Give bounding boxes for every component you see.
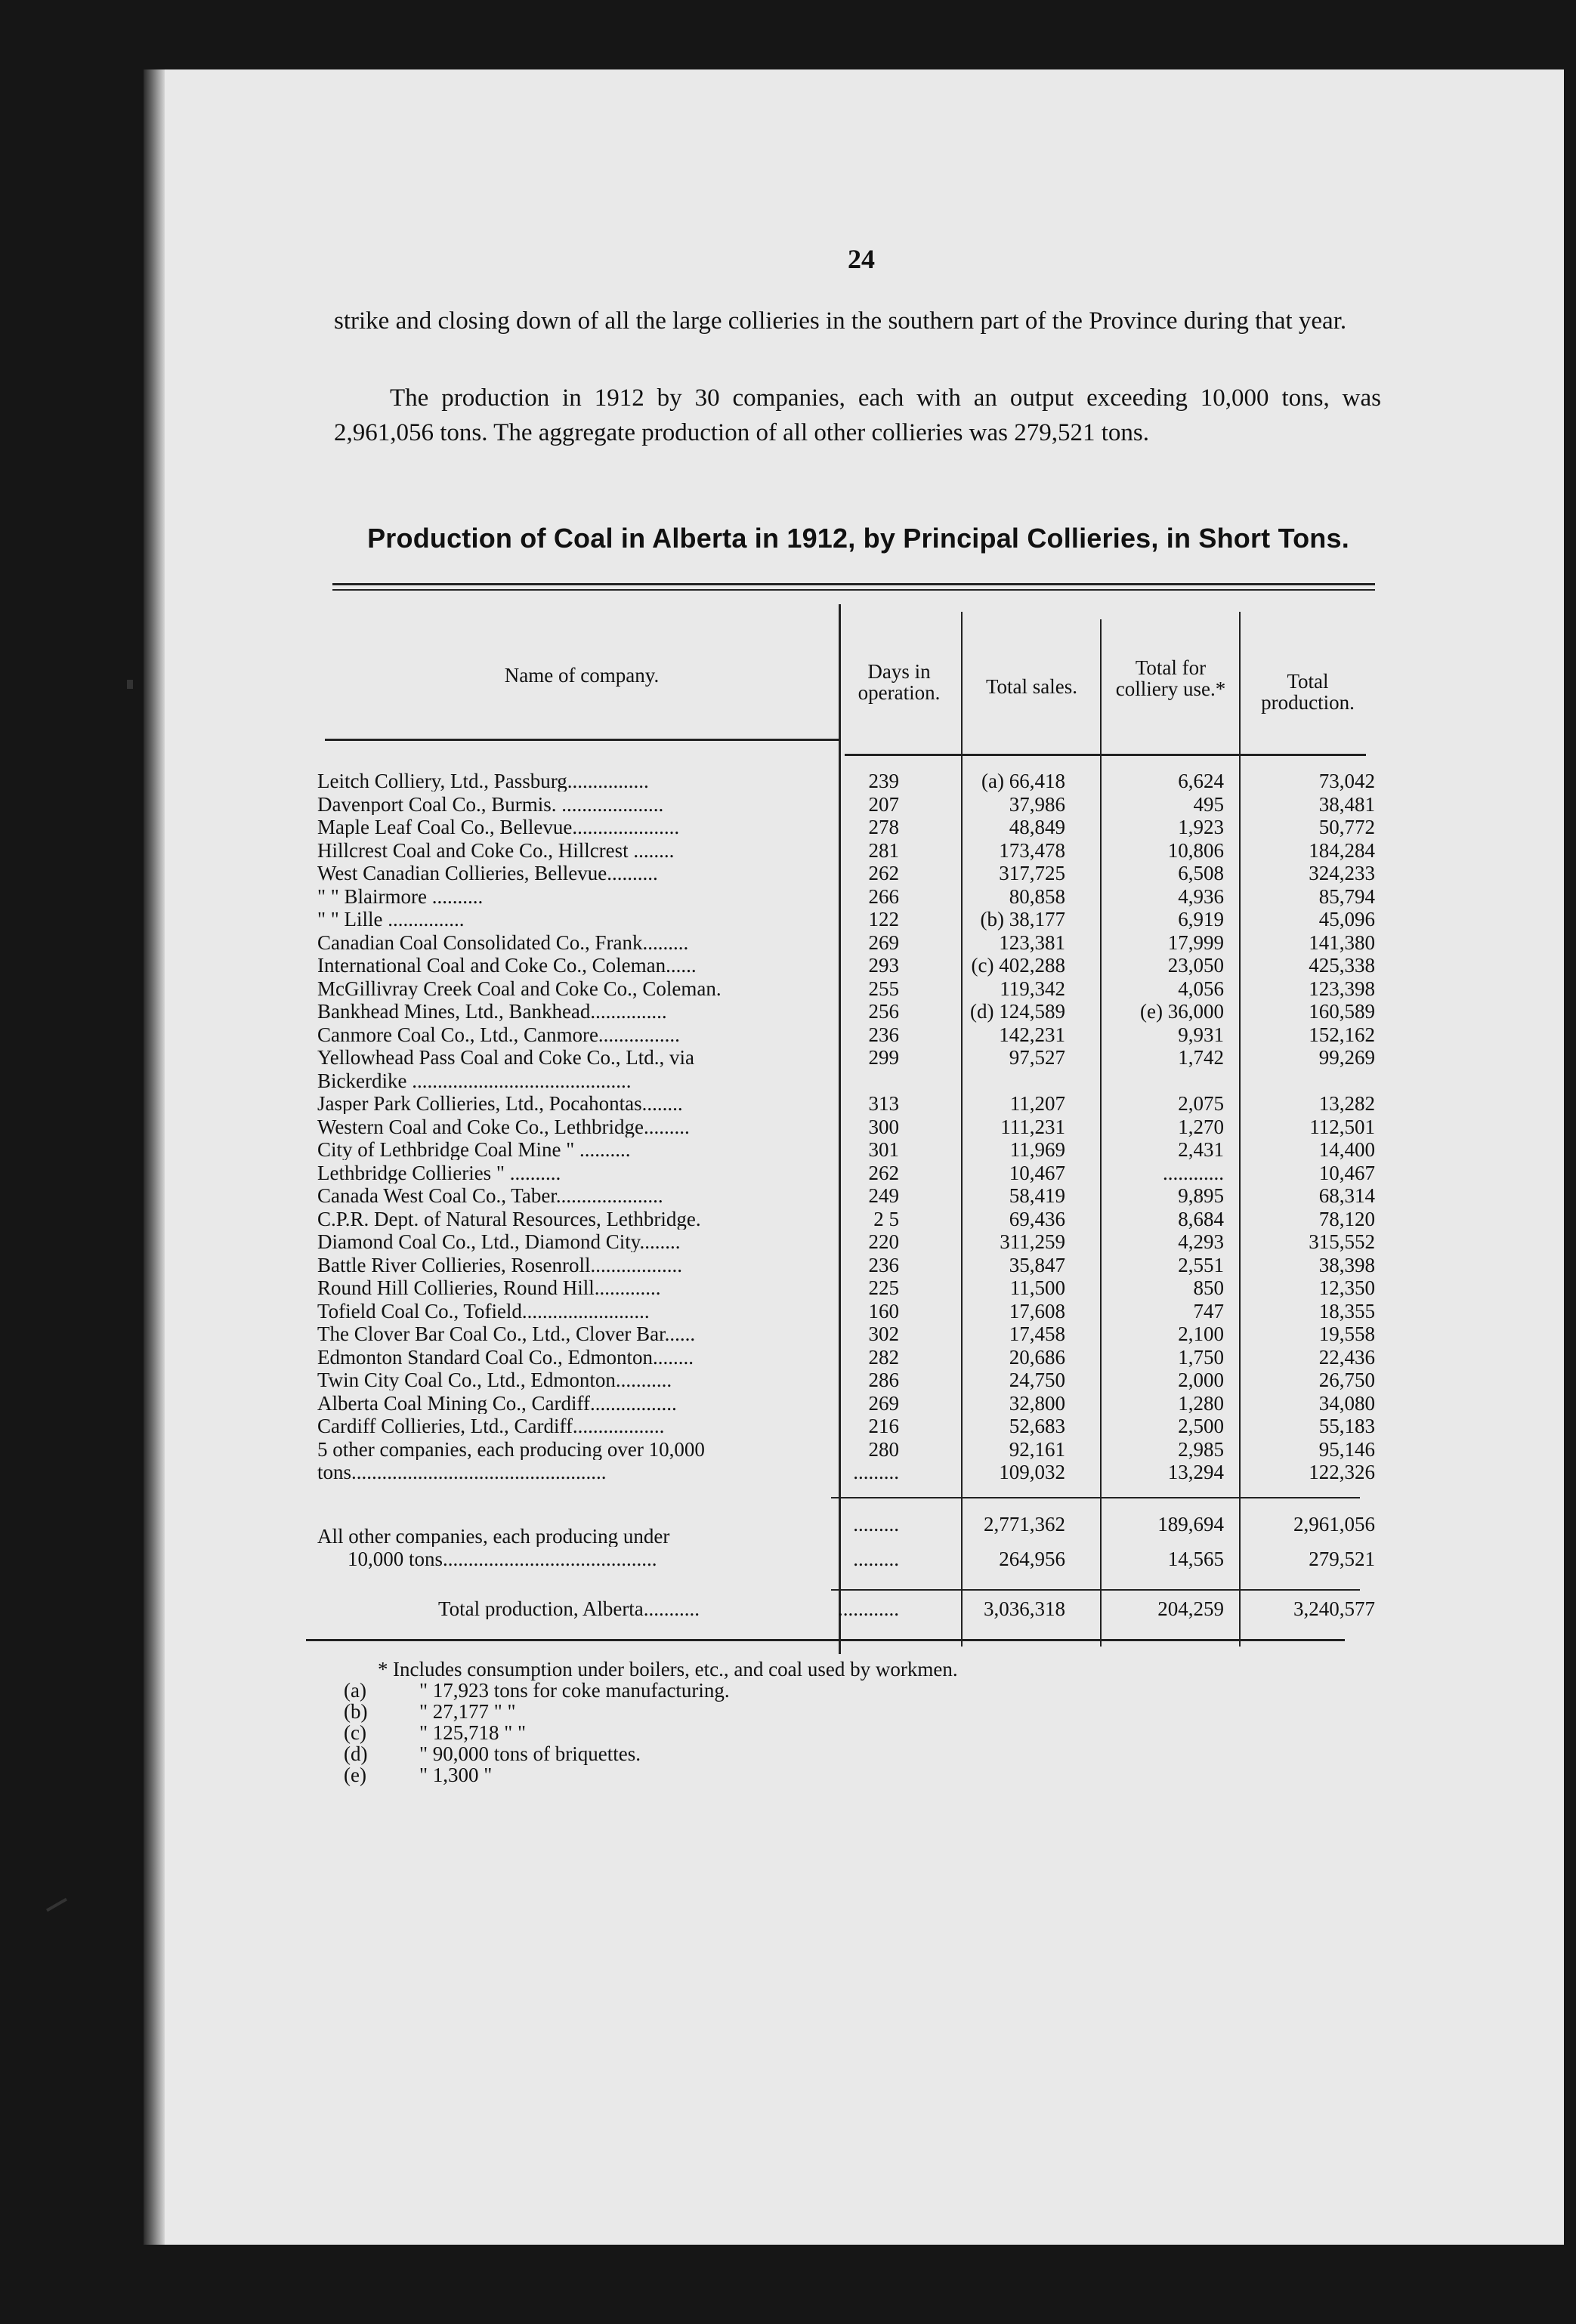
table-row bbox=[302, 1439, 1383, 1460]
table-row bbox=[302, 1208, 1383, 1230]
cell-name: Total production, Alberta........... bbox=[438, 1598, 700, 1619]
cell-name: City of Lethbridge Coal Mine " .......... bbox=[317, 1139, 631, 1160]
total-row bbox=[302, 1598, 1383, 1619]
footnote-key: (b) bbox=[344, 1700, 368, 1723]
cell-sales: 111,231 bbox=[1000, 1115, 1065, 1138]
cell-sales: 58,419 bbox=[1009, 1184, 1065, 1207]
table-title: Production of Coal in Alberta in 1912, by Principal Collieries, in Short Tons. bbox=[367, 523, 1349, 554]
cell-days: 216 bbox=[868, 1415, 899, 1437]
cell-production: 112,501 bbox=[1309, 1115, 1375, 1138]
subtotal-rule bbox=[831, 1497, 1360, 1498]
cell-use: 189,694 bbox=[1157, 1513, 1224, 1535]
cell-production: 141,380 bbox=[1309, 931, 1375, 954]
table-row bbox=[302, 909, 1383, 930]
cell-name: Edmonton Standard Coal Co., Edmonton........ bbox=[317, 1346, 694, 1368]
cell-use: 2,075 bbox=[1178, 1092, 1224, 1115]
cell-use: 2,431 bbox=[1178, 1138, 1224, 1161]
cell-sales: 37,986 bbox=[1009, 792, 1065, 816]
cell-days: 301 bbox=[868, 1138, 899, 1161]
cell-use: 1,750 bbox=[1178, 1345, 1224, 1369]
cell-use: 850 bbox=[1193, 1276, 1224, 1299]
cell-name: Battle River Collieries, Rosenroll.................. bbox=[317, 1254, 682, 1276]
cell-days: 262 bbox=[868, 862, 899, 884]
cell-sales: 142,231 bbox=[999, 1023, 1065, 1046]
cell-days: 255 bbox=[868, 977, 899, 1000]
cell-use: 495 bbox=[1193, 792, 1224, 816]
cell-sales: 311,259 bbox=[1000, 1230, 1065, 1253]
cell-name: tons.................................................. bbox=[317, 1461, 607, 1483]
cell-use: 17,999 bbox=[1167, 931, 1224, 954]
cell-use: 747 bbox=[1193, 1299, 1224, 1322]
table-row bbox=[302, 840, 1383, 861]
scan-mark bbox=[127, 680, 133, 689]
cell-production: 3,240,577 bbox=[1293, 1597, 1375, 1620]
cell-use: 2,551 bbox=[1178, 1253, 1224, 1276]
cell-name: Canmore Coal Co., Ltd., Canmore................ bbox=[317, 1023, 680, 1045]
cell-name: Lethbridge Collieries " .......... bbox=[317, 1162, 561, 1184]
cell-sales: 3,036,318 bbox=[984, 1597, 1065, 1620]
cell-days: 313 bbox=[868, 1092, 899, 1115]
cell-sales: 92,161 bbox=[1009, 1437, 1065, 1461]
cell-sales: 11,207 bbox=[1009, 1092, 1065, 1115]
cell-production: 22,436 bbox=[1318, 1345, 1375, 1369]
table-row bbox=[302, 1393, 1383, 1414]
cell-sales: 173,478 bbox=[999, 838, 1065, 862]
cell-sales: 97,527 bbox=[1009, 1046, 1065, 1069]
cell-production: 45,096 bbox=[1318, 908, 1375, 931]
cell-days: 299 bbox=[868, 1046, 899, 1069]
table-row bbox=[302, 1047, 1383, 1068]
cell-days: 160 bbox=[868, 1299, 899, 1322]
cell-name: McGillivray Creek Coal and Coke Co., Coleman. bbox=[317, 977, 722, 999]
cell-use: 1,270 bbox=[1178, 1115, 1224, 1138]
cell-days: 266 bbox=[868, 884, 899, 908]
table-row bbox=[302, 978, 1383, 999]
table-row bbox=[302, 816, 1383, 838]
table-row bbox=[302, 1093, 1383, 1114]
cell-name: Leitch Colliery, Ltd., Passburg................ bbox=[317, 770, 649, 792]
cell-use: 9,931 bbox=[1178, 1023, 1224, 1046]
cell-name: Bankhead Mines, Ltd., Bankhead............... bbox=[317, 1001, 667, 1022]
cell-use: 4,936 bbox=[1178, 884, 1224, 908]
footnote-text: " 125,718 " " bbox=[419, 1721, 527, 1744]
cell-sales: 17,458 bbox=[1009, 1322, 1065, 1345]
table-row bbox=[302, 1415, 1383, 1437]
cell-days: 249 bbox=[868, 1184, 899, 1207]
cell-days: 225 bbox=[868, 1276, 899, 1299]
cell-days: 239 bbox=[868, 770, 899, 792]
table-row bbox=[302, 1255, 1383, 1276]
table-top-rule-2 bbox=[332, 589, 1375, 591]
cell-days: 256 bbox=[868, 1000, 899, 1023]
table-row bbox=[302, 932, 1383, 953]
cell-use: 1,280 bbox=[1178, 1391, 1224, 1415]
header-production: Total production. bbox=[1261, 670, 1355, 714]
cell-sales: 119,342 bbox=[1000, 977, 1065, 1000]
cell-name: " " Lille ............... bbox=[317, 909, 465, 930]
cell-production: 99,269 bbox=[1318, 1046, 1375, 1069]
cell-production: 85,794 bbox=[1318, 884, 1375, 908]
cell-sales: 48,849 bbox=[1009, 816, 1065, 838]
table-row bbox=[302, 1116, 1383, 1137]
cell-production: 38,398 bbox=[1318, 1253, 1375, 1276]
cell-days: ......... bbox=[853, 1548, 899, 1570]
cell-name: 10,000 tons.......................................... bbox=[348, 1548, 657, 1569]
cell-use: 1,923 bbox=[1178, 816, 1224, 838]
cell-sales: 109,032 bbox=[999, 1461, 1065, 1483]
table-row bbox=[302, 1347, 1383, 1368]
cell-name: Hillcrest Coal and Coke Co., Hillcrest ........ bbox=[317, 839, 675, 861]
cell-days: ............ bbox=[838, 1597, 899, 1620]
cell-use: 1,742 bbox=[1178, 1046, 1224, 1069]
cell-use: 2,100 bbox=[1178, 1322, 1224, 1345]
table-row bbox=[302, 1162, 1383, 1184]
other-companies-row bbox=[302, 1526, 1383, 1547]
header-days: Days in operation. bbox=[858, 660, 941, 704]
cell-production: 13,282 bbox=[1318, 1092, 1375, 1115]
cell-production: 68,314 bbox=[1318, 1184, 1375, 1207]
table-row bbox=[302, 1185, 1383, 1206]
cell-production: 50,772 bbox=[1318, 816, 1375, 838]
cell-production: 26,750 bbox=[1318, 1369, 1375, 1391]
cell-use: 204,259 bbox=[1157, 1597, 1224, 1620]
cell-production: 123,398 bbox=[1309, 977, 1375, 1000]
cell-use: (e) 36,000 bbox=[1140, 1000, 1224, 1023]
cell-name: Alberta Coal Mining Co., Cardiff................. bbox=[317, 1392, 677, 1414]
cell-name: Diamond Coal Co., Ltd., Diamond City........ bbox=[317, 1231, 681, 1252]
cell-use: 13,294 bbox=[1167, 1461, 1224, 1483]
table-row bbox=[302, 1301, 1383, 1322]
footnote-key: * bbox=[378, 1658, 388, 1681]
header-rule bbox=[325, 739, 839, 741]
table-row bbox=[302, 1323, 1383, 1344]
cell-name: All other companies, each producing under bbox=[317, 1526, 670, 1547]
cell-days: 122 bbox=[868, 908, 899, 931]
cell-use: 14,565 bbox=[1167, 1548, 1224, 1570]
cell-sales: (b) 38,177 bbox=[980, 908, 1065, 931]
table-bottom-rule bbox=[306, 1639, 1345, 1641]
scan-mark bbox=[46, 1898, 67, 1912]
cell-sales: (a) 66,418 bbox=[981, 770, 1065, 792]
cell-name: Davenport Coal Co., Burmis. .................... bbox=[317, 793, 664, 815]
cell-use: 2,000 bbox=[1178, 1369, 1224, 1391]
cell-name: Twin City Coal Co., Ltd., Edmonton........... bbox=[317, 1369, 672, 1390]
cell-sales: 20,686 bbox=[1009, 1345, 1065, 1369]
cell-sales: 17,608 bbox=[1009, 1299, 1065, 1322]
cell-sales: 69,436 bbox=[1009, 1207, 1065, 1230]
cell-sales: 10,467 bbox=[1009, 1161, 1065, 1184]
page-number: 24 bbox=[848, 244, 875, 274]
cell-sales: 123,381 bbox=[999, 931, 1065, 954]
cell-production: 279,521 bbox=[1309, 1548, 1375, 1570]
cell-use: 6,508 bbox=[1178, 862, 1224, 884]
page-spine-shadow bbox=[144, 69, 165, 2245]
cell-sales: 35,847 bbox=[1009, 1253, 1065, 1276]
cell-use: 8,684 bbox=[1178, 1207, 1224, 1230]
cell-sales: 52,683 bbox=[1009, 1415, 1065, 1437]
cell-name: Western Coal and Coke Co., Lethbridge......... bbox=[317, 1116, 690, 1137]
cell-name: Bickerdike ........................................... bbox=[317, 1069, 632, 1091]
cell-sales: 24,750 bbox=[1009, 1369, 1065, 1391]
cell-days: 280 bbox=[868, 1437, 899, 1461]
total-rule bbox=[831, 1589, 1360, 1591]
cell-production: 160,589 bbox=[1309, 1000, 1375, 1023]
table-row bbox=[302, 1461, 1383, 1483]
cell-name: Cardiff Collieries, Ltd., Cardiff.................. bbox=[317, 1415, 665, 1437]
table-row bbox=[302, 770, 1383, 792]
cell-production: 38,481 bbox=[1318, 792, 1375, 816]
cell-sales: 80,858 bbox=[1009, 884, 1065, 908]
cell-use: 9,895 bbox=[1178, 1184, 1224, 1207]
cell-days: 236 bbox=[868, 1023, 899, 1046]
table-row bbox=[302, 794, 1383, 815]
cell-days: 2 5 bbox=[873, 1207, 899, 1230]
cell-sales: (d) 124,589 bbox=[970, 1000, 1065, 1023]
footnote-text: " 1,300 " bbox=[419, 1764, 493, 1786]
cell-production: 2,961,056 bbox=[1293, 1513, 1375, 1535]
table-row bbox=[302, 1001, 1383, 1022]
cell-name: Yellowhead Pass Coal and Coke Co., Ltd., via bbox=[317, 1047, 694, 1068]
cell-production: 14,400 bbox=[1318, 1138, 1375, 1161]
cell-production: 122,326 bbox=[1309, 1461, 1375, 1483]
cell-name: International Coal and Coke Co., Coleman...... bbox=[317, 955, 697, 976]
cell-days: ......... bbox=[853, 1513, 899, 1535]
cell-days: 302 bbox=[868, 1322, 899, 1345]
footnote-key: (e) bbox=[344, 1764, 366, 1786]
cell-name: " " Blairmore .......... bbox=[317, 885, 484, 907]
cell-sales: 317,725 bbox=[999, 862, 1065, 884]
footnote-text: Includes consumption under boilers, etc., and coal used by workmen. bbox=[393, 1658, 958, 1681]
cell-sales: 11,500 bbox=[1009, 1276, 1065, 1299]
other-companies-row-2 bbox=[302, 1548, 1383, 1569]
cell-use: 6,624 bbox=[1178, 770, 1224, 792]
cell-production: 78,120 bbox=[1318, 1207, 1375, 1230]
table-row bbox=[302, 1231, 1383, 1252]
cell-sales: (c) 402,288 bbox=[971, 954, 1065, 977]
cell-production: 34,080 bbox=[1318, 1391, 1375, 1415]
cell-days: 293 bbox=[868, 954, 899, 977]
cell-name: Jasper Park Collieries, Ltd., Pocahontas........ bbox=[317, 1093, 683, 1114]
cell-days: 207 bbox=[868, 792, 899, 816]
cell-production: 324,233 bbox=[1309, 862, 1375, 884]
cell-name: Round Hill Collieries, Round Hill............. bbox=[317, 1277, 661, 1298]
cell-days: 281 bbox=[868, 838, 899, 862]
cell-use: 6,919 bbox=[1178, 908, 1224, 931]
table-row bbox=[302, 955, 1383, 976]
paragraph-2: The production in 1912 by 30 companies, each with an output exceeding 10,000 tons, was 2,961,056 tons. The aggregate production of all other collieries was 279,521 tons. bbox=[334, 384, 1381, 446]
cell-name: The Clover Bar Coal Co., Ltd., Clover Bar...... bbox=[317, 1323, 696, 1344]
cell-production: 95,146 bbox=[1318, 1437, 1375, 1461]
cell-name: Tofield Coal Co., Tofield......................... bbox=[317, 1300, 650, 1322]
footnote-text: " 27,177 " " bbox=[419, 1700, 516, 1723]
cell-use: 2,500 bbox=[1178, 1415, 1224, 1437]
cell-days: ......... bbox=[853, 1461, 899, 1483]
table-row bbox=[302, 863, 1383, 884]
footnote-key: (a) bbox=[344, 1679, 366, 1702]
cell-production: 152,162 bbox=[1309, 1023, 1375, 1046]
table-row bbox=[302, 1277, 1383, 1298]
cell-name: Maple Leaf Coal Co., Bellevue..................... bbox=[317, 816, 680, 838]
header-name: Name of company. bbox=[504, 664, 660, 687]
cell-production: 73,042 bbox=[1318, 770, 1375, 792]
cell-days: 236 bbox=[868, 1253, 899, 1276]
cell-use: 23,050 bbox=[1167, 954, 1224, 977]
cell-use: 10,806 bbox=[1167, 838, 1224, 862]
cell-name: Canadian Coal Consolidated Co., Frank......... bbox=[317, 931, 689, 953]
cell-production: 184,284 bbox=[1309, 838, 1375, 862]
cell-days: 269 bbox=[868, 931, 899, 954]
cell-days: 300 bbox=[868, 1115, 899, 1138]
cell-days: 269 bbox=[868, 1391, 899, 1415]
cell-production: 19,558 bbox=[1318, 1322, 1375, 1345]
cell-days: 278 bbox=[868, 816, 899, 838]
cell-sales: 2,771,362 bbox=[984, 1513, 1065, 1535]
cell-use: 4,293 bbox=[1178, 1230, 1224, 1253]
cell-sales: 264,956 bbox=[999, 1548, 1065, 1570]
header-colliery-use: Total for colliery use.* bbox=[1115, 656, 1226, 700]
cell-days: 282 bbox=[868, 1345, 899, 1369]
table-row bbox=[302, 1139, 1383, 1160]
cell-name: Canada West Coal Co., Taber..................... bbox=[317, 1185, 663, 1206]
cell-name: C.P.R. Dept. of Natural Resources, Lethbridge. bbox=[317, 1208, 701, 1230]
table-row bbox=[302, 1369, 1383, 1390]
footnote-text: " 90,000 tons of briquettes. bbox=[419, 1742, 641, 1765]
cell-days: 262 bbox=[868, 1161, 899, 1184]
cell-sales: 32,800 bbox=[1009, 1391, 1065, 1415]
table-top-rule bbox=[332, 583, 1375, 585]
cell-days: 220 bbox=[868, 1230, 899, 1253]
header-sales: Total sales. bbox=[985, 675, 1078, 698]
cell-use: 2,985 bbox=[1178, 1437, 1224, 1461]
table-row bbox=[302, 1024, 1383, 1045]
cell-name: West Canadian Collieries, Bellevue.......... bbox=[317, 863, 658, 884]
cell-sales: 11,969 bbox=[1009, 1138, 1065, 1161]
cell-name: 5 other companies, each producing over 10,000 bbox=[317, 1438, 705, 1460]
cell-production: 425,338 bbox=[1309, 954, 1375, 977]
cell-production: 12,350 bbox=[1318, 1276, 1375, 1299]
paragraph-1: strike and closing down of all the large collieries in the southern part of the Province during that year. bbox=[334, 307, 1347, 335]
cell-production: 10,467 bbox=[1318, 1161, 1375, 1184]
footnote-key: (d) bbox=[344, 1742, 368, 1765]
table-row bbox=[302, 886, 1383, 907]
footnote-key: (c) bbox=[344, 1721, 366, 1744]
cell-production: 315,552 bbox=[1309, 1230, 1375, 1253]
header-rule-right bbox=[845, 754, 1366, 756]
cell-production: 18,355 bbox=[1318, 1299, 1375, 1322]
cell-production: 55,183 bbox=[1318, 1415, 1375, 1437]
footnote-text: " 17,923 tons for coke manufacturing. bbox=[419, 1679, 730, 1702]
cell-days: 286 bbox=[868, 1369, 899, 1391]
table-row bbox=[302, 1070, 1383, 1091]
cell-use: 4,056 bbox=[1178, 977, 1224, 1000]
cell-use: ............ bbox=[1163, 1161, 1224, 1184]
